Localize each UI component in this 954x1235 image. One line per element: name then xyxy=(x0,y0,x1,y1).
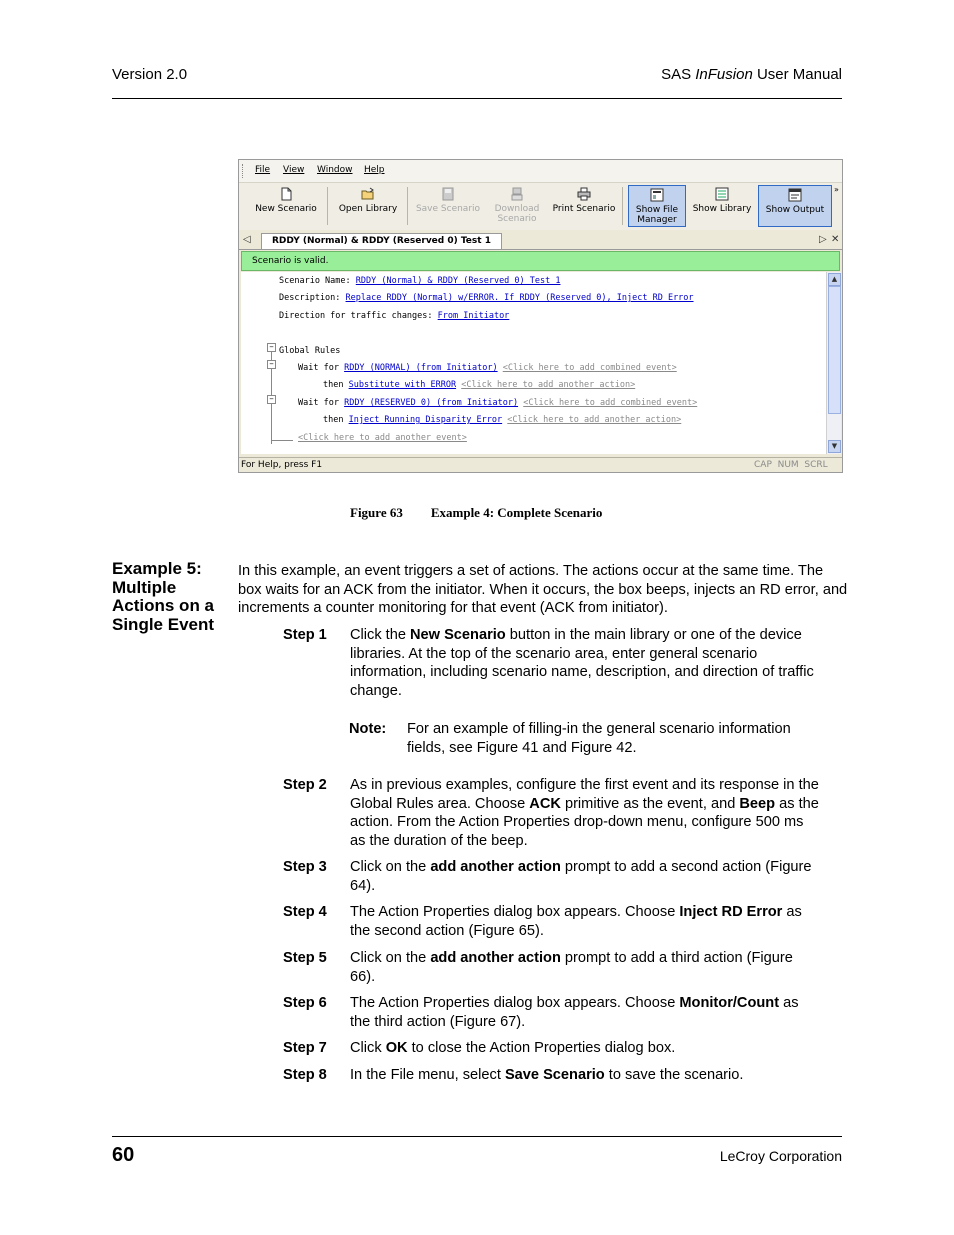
section-intro: In this example, an event triggers a set of actions. The actions occur at the same time. The box waits for an ACK from the initiator. When it occurs, the box beeps, injects an RD error, and increments a counter monitoring for that event (ACK from initiator). xyxy=(238,563,848,616)
then-label: then xyxy=(323,380,344,390)
printer-icon xyxy=(577,187,591,201)
step-text: The Action Properties dialog box appears. Choose Monitor/Count as the third action (Figure 67). xyxy=(350,995,799,1030)
toolbar-separator xyxy=(622,187,623,225)
menu-view[interactable]: View xyxy=(283,165,305,175)
scenario-name-link[interactable]: RDDY (Normal) & RDDY (Reserved 0) Test 1 xyxy=(355,276,561,286)
save-disk-icon xyxy=(441,187,455,201)
toolbar xyxy=(239,183,842,230)
tree-line xyxy=(271,440,293,441)
library-list-icon xyxy=(715,187,729,201)
scenario-name-label: Scenario Name: xyxy=(279,276,351,286)
scroll-thumb[interactable] xyxy=(828,286,841,414)
new-document-icon xyxy=(279,187,293,201)
header-rule xyxy=(112,98,842,99)
tab-scroll-right-icon[interactable]: ▷ xyxy=(819,234,827,245)
open-library-button[interactable]: Open Library xyxy=(333,185,403,227)
new-scenario-button[interactable]: New Scenario xyxy=(251,185,321,227)
figure-caption xyxy=(350,505,602,521)
step-label: Step 1 xyxy=(283,627,327,643)
note-label: Note: xyxy=(349,721,387,737)
step-label: Step 5 xyxy=(283,950,327,966)
step-text: In the File menu, select Save Scenario to save the scenario. xyxy=(350,1067,744,1083)
scroll-down-icon[interactable]: ▼ xyxy=(828,440,841,453)
tab-scenario[interactable]: RDDY (Normal) & RDDY (Reserved 0) Test 1 xyxy=(261,233,502,249)
header-version: Version 2.0 xyxy=(112,66,188,83)
add-another-event-link[interactable]: <Click here to add another event> xyxy=(298,433,467,443)
then-label: then xyxy=(323,415,344,425)
download-device-icon xyxy=(510,187,524,201)
add-combined-event-link[interactable]: <Click here to add combined event> xyxy=(502,363,677,373)
menu-window[interactable]: Window xyxy=(317,165,353,175)
tree-line xyxy=(271,367,272,391)
collapse-global-rules-icon[interactable]: − xyxy=(267,343,276,352)
print-scenario-button[interactable]: Print Scenario xyxy=(551,185,617,227)
add-another-action-link[interactable]: <Click here to add another action> xyxy=(461,380,636,390)
status-indicators: CAP NUM SCRL xyxy=(754,460,828,470)
status-help-text: For Help, press F1 xyxy=(241,460,323,470)
show-file-manager-button[interactable]: Show File Manager xyxy=(628,185,686,227)
description-link[interactable]: Replace RDDY (Normal) w/ERROR. If RDDY (Reserved 0), Inject RD Error xyxy=(345,293,694,303)
figure-label: Figure 63 xyxy=(350,505,403,520)
section-heading: Example 5: Multiple Actions on a Single Event xyxy=(112,559,215,634)
step-text: Click on the add another action prompt to add a second action (Figure 64). xyxy=(350,859,812,894)
open-folder-icon xyxy=(361,187,375,201)
figure-title: Example 4: Complete Scenario xyxy=(430,505,603,520)
menu-file[interactable]: File xyxy=(255,165,271,175)
toolbar-separator xyxy=(407,187,408,225)
step-label: Step 8 xyxy=(283,1067,327,1083)
note-text: For an example of filling-in the general scenario information fields, see Figure 41 and Figure 42. xyxy=(407,721,791,756)
collapse-rule-2-icon[interactable]: − xyxy=(267,395,276,404)
collapse-rule-1-icon[interactable]: − xyxy=(267,360,276,369)
tab-scroll-left-icon[interactable]: ◁ xyxy=(243,234,251,245)
step-text: Click the New Scenario button in the main library or one of the device libraries. At the top of the scenario area, enter general scenario information, including scenario name, description, and direction of traffic change. xyxy=(350,627,814,699)
step-label: Step 4 xyxy=(283,904,327,920)
step-text: As in previous examples, configure the first event and its response in the Global Rules area. Choose ACK primitive as the event, and Beep as the action. From the Action Properties drop-down menu, configure 500 ms as the duration of the beep. xyxy=(350,777,819,849)
action-2-link[interactable]: Inject Running Disparity Error xyxy=(348,415,503,425)
step-text: Click on the add another action prompt to add a third action (Figure 66). xyxy=(350,950,793,985)
wait-for-label: Wait for xyxy=(298,398,339,408)
direction-link[interactable]: From Initiator xyxy=(437,311,510,321)
menu-grip xyxy=(242,164,245,178)
menu-help[interactable]: Help xyxy=(364,165,385,175)
step-label: Step 3 xyxy=(283,859,327,875)
save-scenario-button[interactable]: Save Scenario xyxy=(413,185,483,227)
add-combined-event-link[interactable]: <Click here to add combined event> xyxy=(523,398,698,408)
status-bar xyxy=(239,457,842,473)
step-text: Click OK to close the Action Properties dialog box. xyxy=(350,1040,676,1056)
direction-label: Direction for traffic changes: xyxy=(279,311,433,321)
show-output-button[interactable]: Show Output xyxy=(758,185,832,227)
footer-company: LeCroy Corporation xyxy=(719,1148,842,1164)
menu-bar xyxy=(239,160,842,183)
event-1-link[interactable]: RDDY (NORMAL) (from Initiator) xyxy=(344,363,498,373)
global-rules-label: Global Rules xyxy=(279,346,341,356)
step-label: Step 7 xyxy=(283,1040,327,1056)
footer-rule xyxy=(112,1136,842,1137)
page-number: 60 xyxy=(112,1144,135,1166)
header-manual-title: SAS InFusion User Manual xyxy=(661,66,842,83)
wait-for-label: Wait for xyxy=(298,363,339,373)
step-text: The Action Properties dialog box appears. Choose Inject RD Error as the second action (Figure 65). xyxy=(350,904,802,939)
description-label: Description: xyxy=(279,293,341,303)
tab-close-icon[interactable]: ✕ xyxy=(831,234,840,245)
app-screenshot xyxy=(238,159,843,473)
step-label: Step 6 xyxy=(283,995,327,1011)
add-another-action-link[interactable]: <Click here to add another action> xyxy=(507,415,682,425)
scroll-up-icon[interactable]: ▲ xyxy=(828,273,841,286)
validation-banner: Scenario is valid. xyxy=(241,251,840,271)
editor-scrollbar[interactable] xyxy=(826,272,841,454)
download-scenario-button[interactable]: Download Scenario xyxy=(483,185,551,227)
show-library-button[interactable]: Show Library xyxy=(691,185,753,227)
output-window-icon xyxy=(788,188,802,202)
toolbar-separator xyxy=(327,187,328,225)
action-1-link[interactable]: Substitute with ERROR xyxy=(348,380,457,390)
scenario-editor xyxy=(241,272,826,454)
event-2-link[interactable]: RDDY (RESERVED 0) (from Initiator) xyxy=(344,398,519,408)
document-tab-bar xyxy=(239,232,842,250)
file-manager-icon xyxy=(650,188,664,202)
toolbar-overflow-icon[interactable]: » xyxy=(834,185,839,194)
step-label: Step 2 xyxy=(283,777,327,793)
